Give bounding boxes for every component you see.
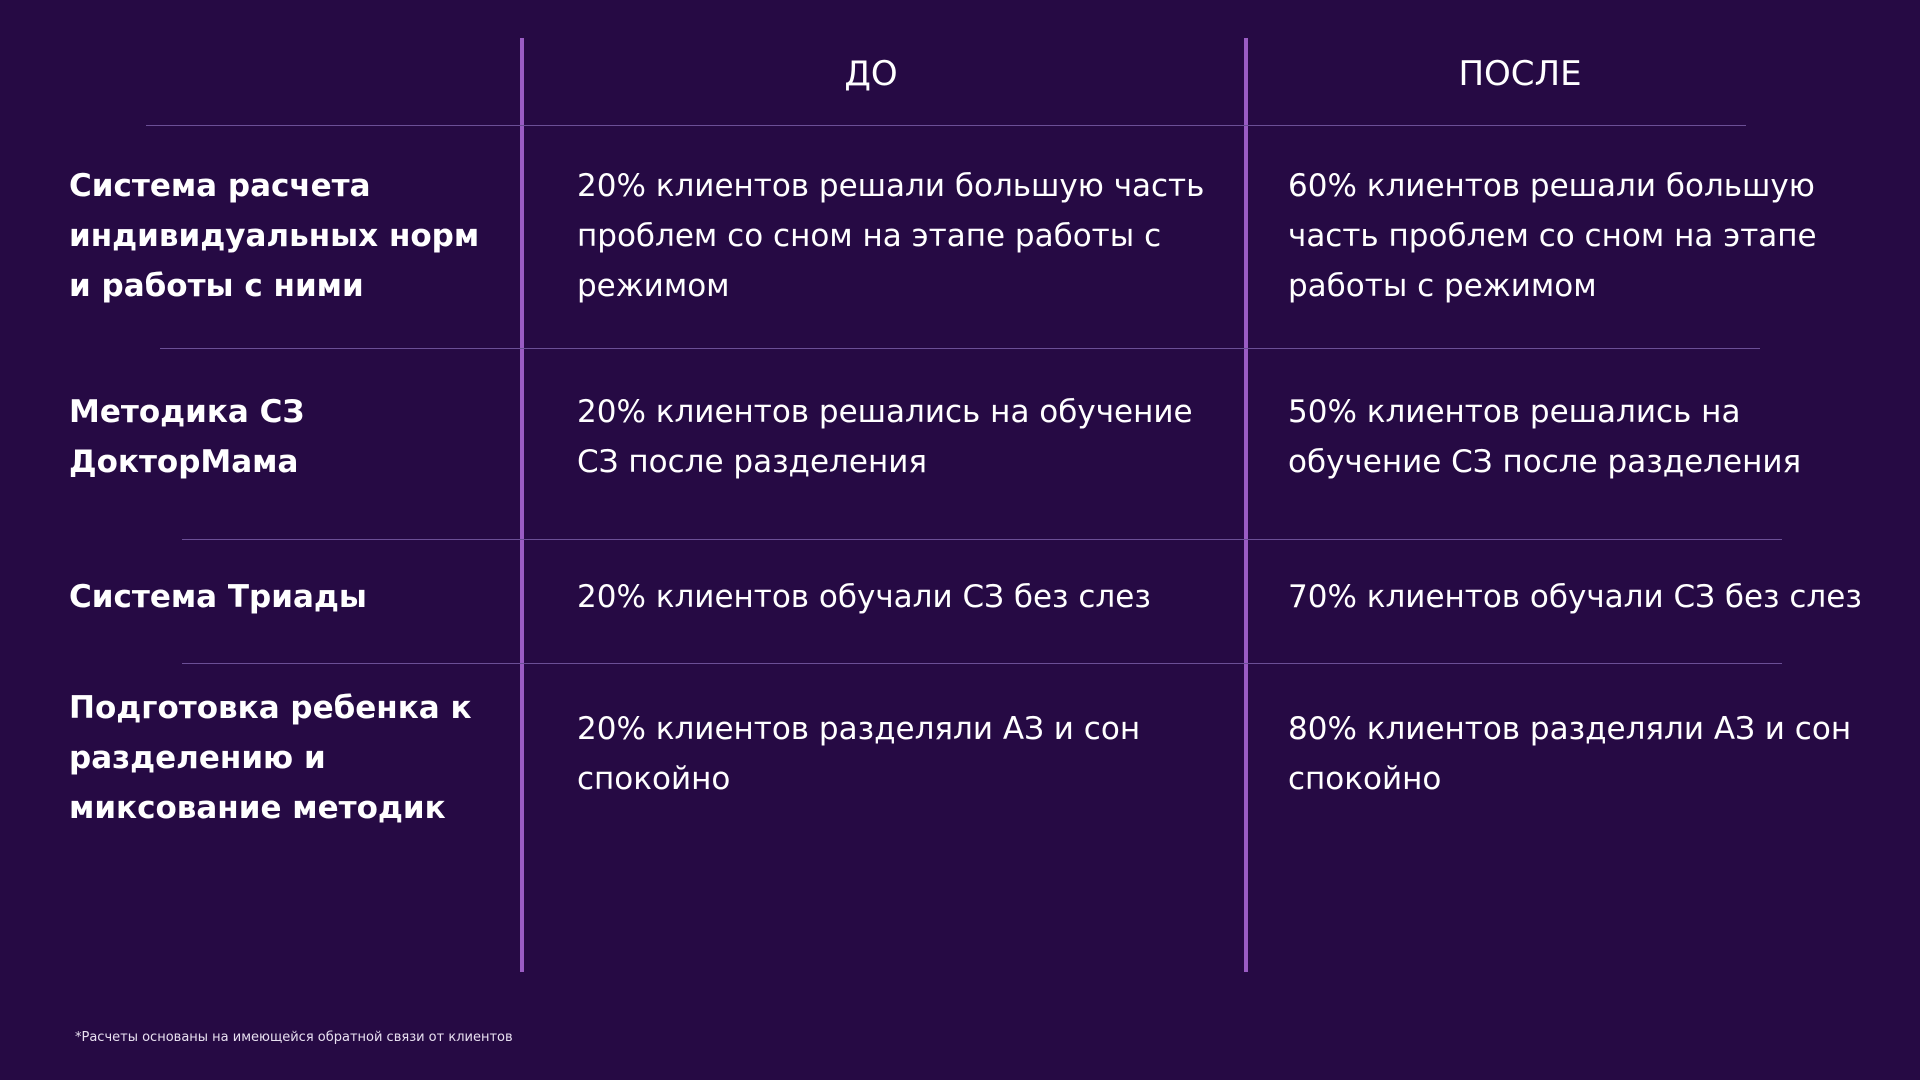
header-divider: [146, 125, 1746, 126]
cell-before-separation-prep: 20% клиентов разделяли АЗ и сон спокойно: [577, 711, 1141, 797]
cell-after-norms-system: 60% клиентов решали большую часть проблем со сном на этапе работы с режимом: [1288, 168, 1817, 304]
row-label-separation-prep: Подготовка ребенка к разделению и миксование методик: [69, 690, 472, 826]
row-label-triad-system: Система Триады: [69, 579, 367, 615]
row-divider: [182, 663, 1782, 664]
cell-before-triad-system: 20% клиентов обучали СЗ без слез: [577, 579, 1151, 615]
row-divider: [182, 539, 1782, 540]
cell-before-sz-method: 20% клиентов решались на обучение СЗ после разделения: [577, 394, 1193, 480]
cell-after-sz-method: 50% клиентов решались на обучение СЗ после разделения: [1288, 394, 1802, 480]
column-divider-after: [1244, 38, 1248, 972]
column-divider-before: [520, 38, 524, 972]
column-header-after: ПОСЛЕ: [1458, 54, 1582, 94]
row-divider: [160, 348, 1760, 349]
row-label-norms-system: Система расчета индивидуальных норм и работы с ними: [69, 168, 480, 304]
row-label-sz-method: Методика СЗ ДокторМама: [69, 394, 305, 480]
column-header-before: ДО: [844, 54, 898, 94]
cell-after-triad-system: 70% клиентов обучали СЗ без слез: [1288, 579, 1862, 615]
footnote: *Расчеты основаны на имеющейся обратной связи от клиентов: [75, 1030, 513, 1045]
cell-after-separation-prep: 80% клиентов разделяли АЗ и сон спокойно: [1288, 711, 1852, 797]
cell-before-norms-system: 20% клиентов решали большую часть проблем со сном на этапе работы с режимом: [577, 168, 1205, 304]
